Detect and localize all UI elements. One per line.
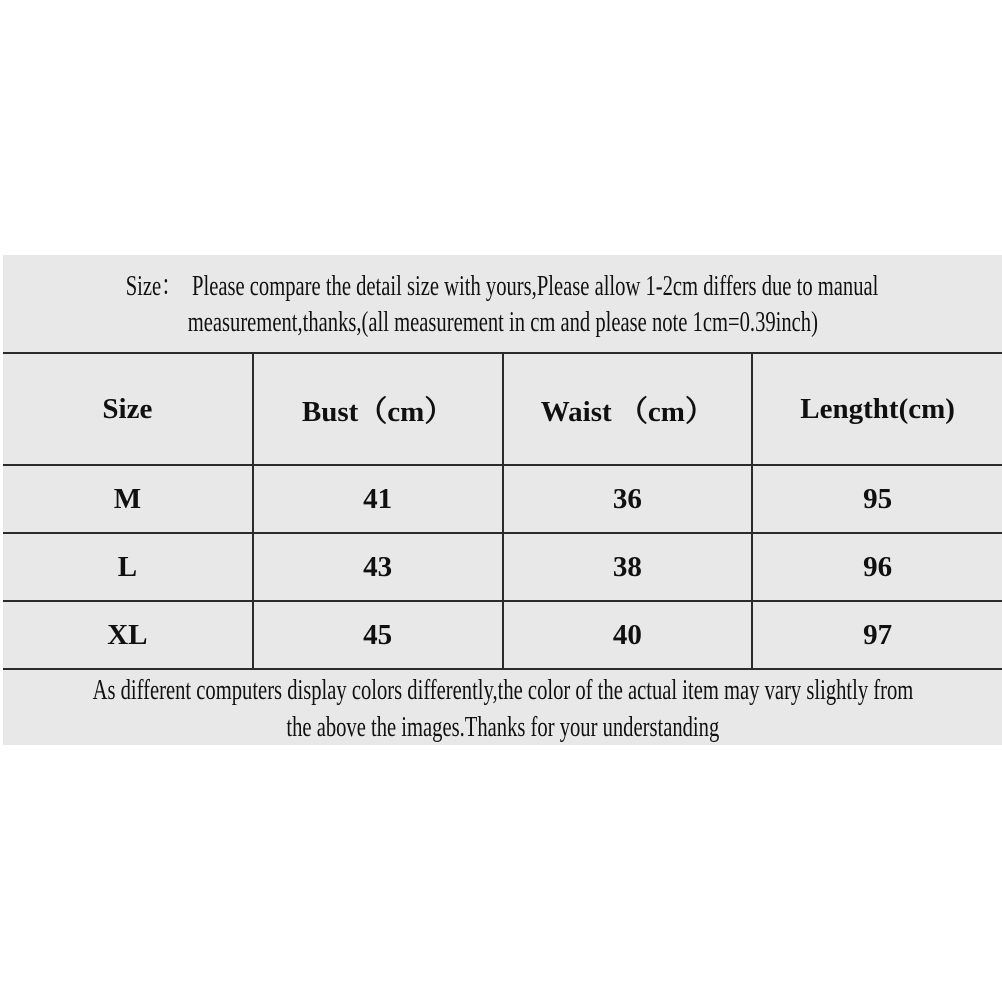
- cell-length-xl: 97: [752, 601, 1002, 669]
- cell-bust-m: 41: [253, 465, 503, 533]
- cell-bust-l: 43: [253, 533, 503, 601]
- size-table: [3, 352, 1002, 670]
- table-row-l: [3, 533, 1002, 601]
- cell-size-m: M: [3, 465, 253, 533]
- size-chart-panel: [3, 255, 1002, 745]
- table-row-m: [3, 465, 1002, 533]
- measurement-note-line2: measurement,thanks,(all measurement in cm and please note 1cm=0.39inch): [187, 305, 818, 338]
- cell-waist-m: 36: [503, 465, 753, 533]
- column-header-length: Lengtht(cm): [752, 353, 1002, 465]
- cell-length-l: 96: [752, 533, 1002, 601]
- measurement-note-line1: Size： Please compare the detail size with yours,Please allow 1-2cm differs due to manual: [126, 269, 879, 302]
- cell-size-l: L: [3, 533, 253, 601]
- column-header-bust: Bust（cm）: [253, 353, 503, 465]
- color-disclaimer-line2: the above the images.Thanks for your understanding: [286, 710, 719, 743]
- cell-bust-xl: 45: [253, 601, 503, 669]
- cell-waist-xl: 40: [503, 601, 753, 669]
- color-disclaimer-line1: As different computers display colors differently,the color of the actual item may vary slightly from: [92, 673, 913, 706]
- cell-size-xl: XL: [3, 601, 253, 669]
- column-header-size: Size: [3, 353, 253, 465]
- table-row-xl: [3, 601, 1002, 669]
- size-table-header-row: [3, 353, 1002, 465]
- color-disclaimer-note: [3, 670, 1002, 747]
- cell-waist-l: 38: [503, 533, 753, 601]
- column-header-waist: Waist （cm）: [503, 353, 753, 465]
- measurement-note: [3, 255, 1002, 352]
- cell-length-m: 95: [752, 465, 1002, 533]
